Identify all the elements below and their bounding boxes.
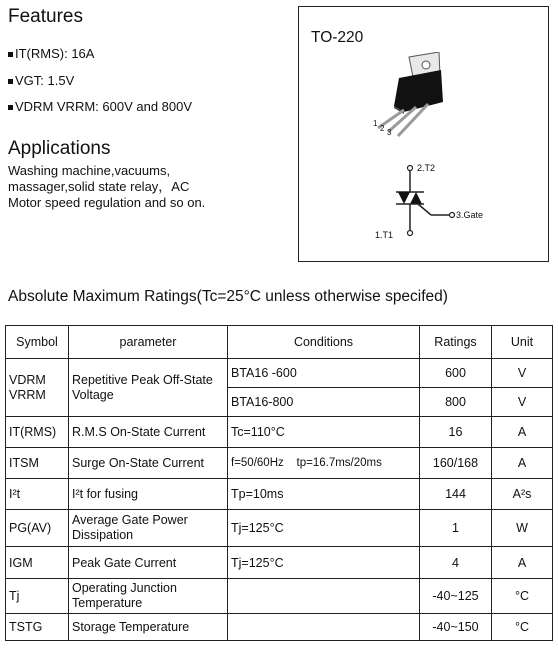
unit-cell: A bbox=[492, 547, 553, 579]
feature-item bbox=[8, 46, 94, 61]
conditions-cell: Tj=125°C bbox=[228, 547, 420, 579]
conditions-cell: Tj=125°C bbox=[228, 510, 420, 547]
conditions-cell: BTA16-800 bbox=[228, 388, 420, 417]
parameter-cell: Operating Junction Temperature bbox=[69, 579, 228, 614]
parameter-cell: R.M.S On-State Current bbox=[69, 417, 228, 448]
features-title: Features bbox=[8, 6, 83, 27]
applications-title: Applications bbox=[8, 138, 111, 159]
terminal-gate-label: 3.Gate bbox=[456, 210, 484, 220]
conditions-cell bbox=[228, 579, 420, 614]
ratings-title: Absolute Maximum Ratings(Tc=25°C unless otherwise specifed) bbox=[8, 288, 448, 305]
terminal-t2-label: 2.T2 bbox=[417, 163, 436, 173]
conditions-cell: Tp=10ms bbox=[228, 479, 420, 510]
package-box bbox=[298, 6, 549, 262]
bullet-icon bbox=[8, 105, 13, 110]
pin-label: 1 bbox=[373, 119, 378, 128]
feature-item bbox=[8, 99, 192, 114]
rating-cell: 144 bbox=[420, 479, 492, 510]
table-row bbox=[6, 579, 553, 614]
table-row bbox=[6, 510, 553, 547]
applications-line: massager,solid state relay，AC bbox=[8, 179, 190, 194]
symbol-text: VRRM bbox=[9, 387, 46, 402]
conditions-cell: BTA16 -600 bbox=[228, 359, 420, 388]
parameter-cell: I²t for fusing bbox=[69, 479, 228, 510]
symbol-cell: IT(RMS) bbox=[6, 417, 69, 448]
symbol-cell: PG(AV) bbox=[6, 510, 69, 547]
bullet-icon bbox=[8, 79, 13, 84]
unit-cell: A bbox=[492, 448, 553, 479]
terminal-t1-label: 1.T1 bbox=[375, 230, 394, 240]
conditions-cell: Tc=110°C bbox=[228, 417, 420, 448]
parameter-cell: Repetitive Peak Off-State Voltage bbox=[69, 359, 228, 417]
pin-label: 3 bbox=[387, 128, 392, 137]
header-ratings: Ratings bbox=[420, 326, 492, 359]
symbol-cell bbox=[6, 359, 69, 417]
parameter-cell: Storage Temperature bbox=[69, 614, 228, 641]
unit-cell: A bbox=[492, 417, 553, 448]
bullet-icon bbox=[8, 52, 13, 57]
symbol-text: VDRM bbox=[9, 372, 46, 387]
unit-cell: V bbox=[492, 388, 553, 417]
symbol-cell: I²t bbox=[6, 479, 69, 510]
rating-cell: 600 bbox=[420, 359, 492, 388]
symbol-cell: TSTG bbox=[6, 614, 69, 641]
header-conditions: Conditions bbox=[228, 326, 420, 359]
parameter-cell: Surge On-State Current bbox=[69, 448, 228, 479]
table-header-row bbox=[6, 326, 553, 359]
symbol-cell: IGM bbox=[6, 547, 69, 579]
table-row bbox=[6, 614, 553, 641]
unit-cell: V bbox=[492, 359, 553, 388]
pin-label: 2 bbox=[380, 124, 385, 133]
table-row bbox=[6, 417, 553, 448]
header-symbol: Symbol bbox=[6, 326, 69, 359]
rating-cell: 160/168 bbox=[420, 448, 492, 479]
unit-cell: A²s bbox=[492, 479, 553, 510]
parameter-cell: Peak Gate Current bbox=[69, 547, 228, 579]
header-parameter: parameter bbox=[69, 326, 228, 359]
table-row bbox=[6, 547, 553, 579]
header-unit: Unit bbox=[492, 326, 553, 359]
applications-text bbox=[8, 163, 205, 211]
symbol-cell: Tj bbox=[6, 579, 69, 614]
feature-item bbox=[8, 73, 74, 88]
package-name: TO-220 bbox=[311, 29, 364, 46]
rating-cell: 800 bbox=[420, 388, 492, 417]
rating-cell: 16 bbox=[420, 417, 492, 448]
applications-line: Washing machine,vacuums, bbox=[8, 163, 171, 178]
rating-cell: 4 bbox=[420, 547, 492, 579]
ratings-table bbox=[5, 325, 553, 641]
unit-cell: W bbox=[492, 510, 553, 547]
rating-cell: 1 bbox=[420, 510, 492, 547]
rating-cell: -40~150 bbox=[420, 614, 492, 641]
feature-text: IT(RMS): 16A bbox=[15, 46, 95, 61]
symbol-cell: ITSM bbox=[6, 448, 69, 479]
feature-text: VGT: 1.5V bbox=[15, 73, 75, 88]
applications-line: Motor speed regulation and so on. bbox=[8, 195, 206, 210]
to220-package-icon bbox=[354, 52, 444, 147]
feature-text: VDRM VRRM: 600V and 800V bbox=[15, 99, 193, 114]
unit-cell: °C bbox=[492, 579, 553, 614]
parameter-cell: Average Gate Power Dissipation bbox=[69, 510, 228, 547]
conditions-cell: f=50/60Hz tp=16.7ms/20ms bbox=[228, 448, 420, 479]
table-row bbox=[6, 359, 553, 388]
rating-cell: -40~125 bbox=[420, 579, 492, 614]
table-row bbox=[6, 448, 553, 479]
unit-cell: °C bbox=[492, 614, 553, 641]
conditions-cell bbox=[228, 614, 420, 641]
table-row bbox=[6, 479, 553, 510]
